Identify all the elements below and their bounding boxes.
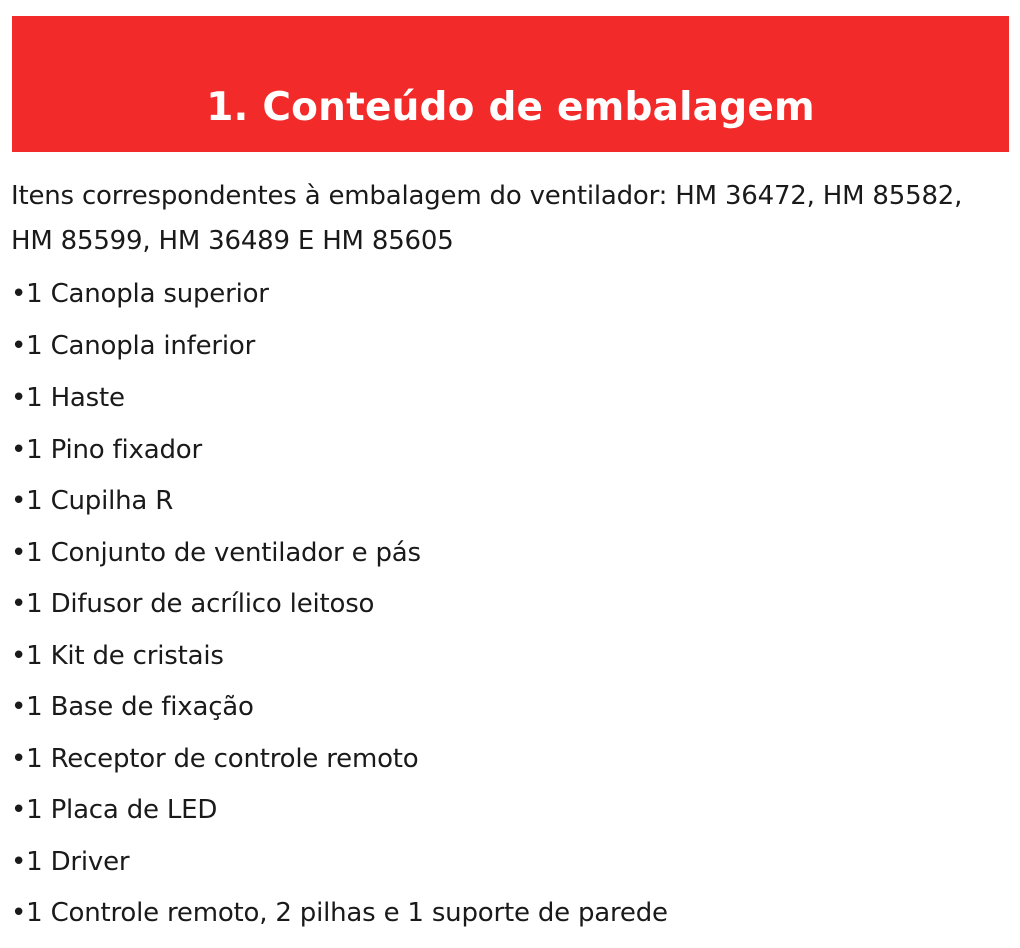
list-item [11,268,668,320]
section-title: 1. Conteúdo de embalagem [206,85,815,130]
item-quantity: •1 [11,846,43,877]
package-contents-list [11,268,668,940]
section-header-banner [12,16,1009,152]
item-label: Driver [50,846,130,877]
list-item [11,528,668,580]
list-item [11,785,668,837]
item-label: Canopla inferior [50,331,256,361]
item-quantity: •1 [11,383,43,413]
list-item [11,888,668,940]
intro-paragraph: Itens correspondentes à embalagem do ventilador: HM 36472, HM 85582, HM 85599, HM 36489 E HM 85605 [11,181,963,256]
list-item [11,476,668,528]
item-label: Cupilha R [50,486,174,516]
item-label: Base de fixação [50,692,254,722]
item-label: Conjunto de ventilador e pás [50,537,421,568]
item-label: Canopla superior [50,279,269,309]
item-quantity: •1 [11,279,43,309]
item-label: Difusor de acrílico leitoso [50,589,375,619]
list-item [11,320,668,372]
item-quantity: •1 [11,795,43,825]
item-quantity: •1 [11,537,43,568]
list-item [11,424,668,476]
item-quantity: •1 [11,640,43,671]
item-quantity: •1 [11,435,43,465]
item-label: Pino fixador [50,435,202,465]
list-item [11,372,668,424]
list-item [11,734,668,786]
list-item [11,682,668,734]
item-label: Receptor de controle remoto [50,743,419,774]
item-quantity: •1 [11,589,43,619]
list-item [11,631,668,683]
item-quantity: •1 [11,331,43,361]
item-quantity: •1 [11,486,43,516]
item-label: Placa de LED [50,795,218,825]
item-quantity: •1 [11,898,43,928]
item-quantity: •1 [11,743,43,774]
item-label: Kit de cristais [50,640,224,671]
list-item [11,579,668,631]
item-label: Controle remoto, 2 pilhas e 1 suporte de parede [50,898,668,928]
item-quantity: •1 [11,692,43,722]
item-label: Haste [50,383,125,413]
list-item [11,837,668,889]
